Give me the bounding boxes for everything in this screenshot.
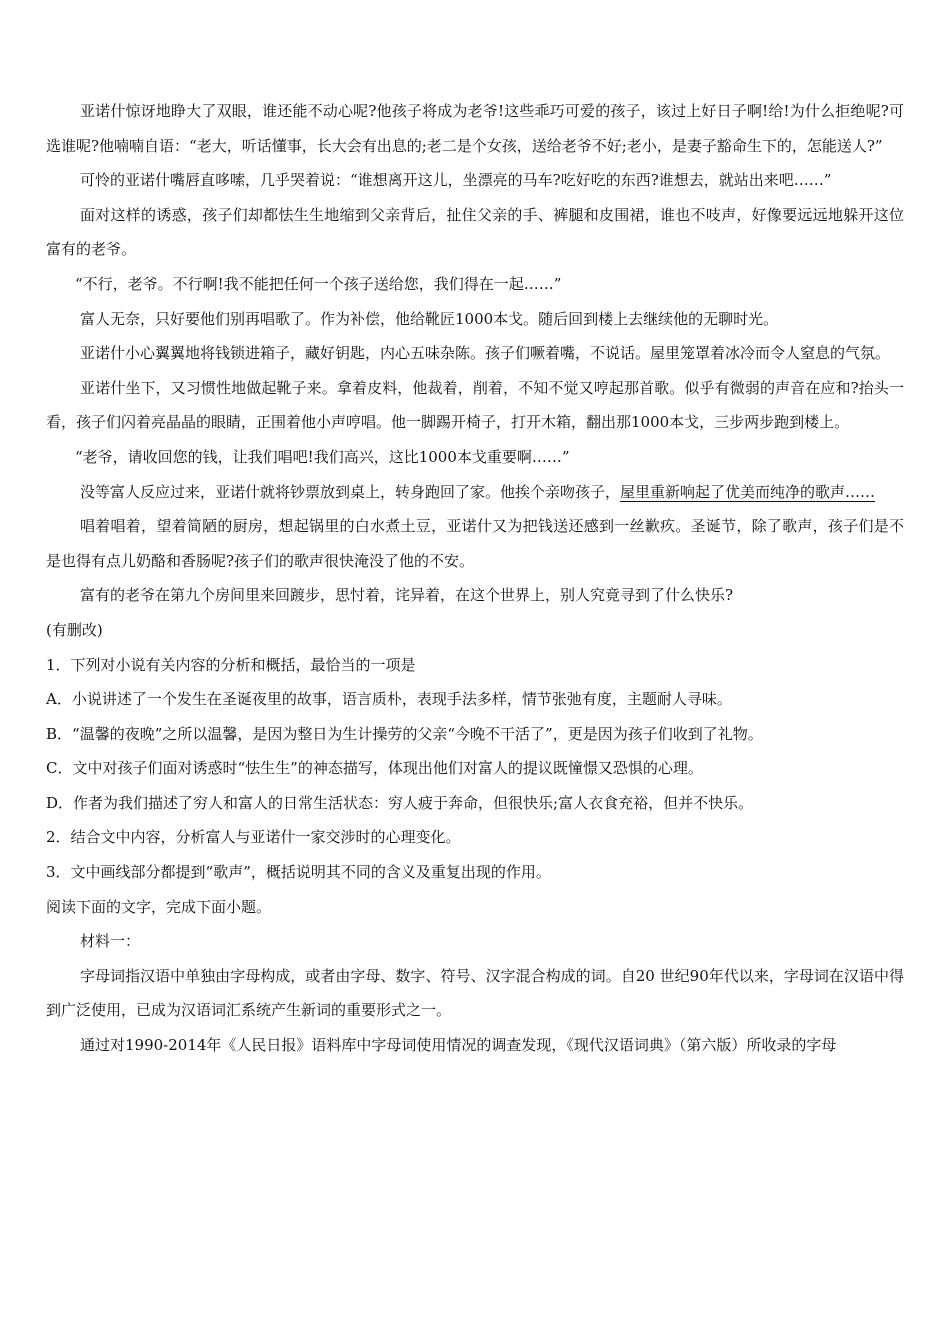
option-b: B．“温馨的夜晚”之所以温馨，是因为整日为生计操劳的父亲“今晚不干活了”，更是因为孩子们收到了礼物。 — [46, 724, 763, 743]
story-paragraph-11: 富有的老爷在第九个房间里来回踱步，思忖着，诧异着，在这个世界上，别人究竟寻到了什么快乐? — [80, 586, 734, 605]
reading-intro: 阅读下面的文字，完成下面小题。 — [46, 897, 272, 916]
underlined-song-phrase: 屋里重新响起了优美而纯净的歌声…… — [620, 482, 876, 501]
story-paragraph-3: 面对这样的诱惑，孩子们却都怯生生地缩到父亲背后，扯住父亲的手、裤腿和皮围裙，谁也不吱声，好像要远远地躲开这位富有的老爷。 — [46, 205, 904, 259]
story-paragraph-8: “老爷，请收回您的钱，让我们唱吧!我们高兴，这比1000本戈重要啊……” — [75, 447, 570, 466]
story-paragraph-2: 可怜的亚诺什嘴唇直哆嗦，几乎哭着说：“谁想离开这儿，坐漂亮的马车?吃好吃的东西?谁想去，就站出来吧……” — [80, 171, 832, 190]
story-paragraph-6: 亚诺什小心翼翼地将钱锁进箱子，藏好钥匙，内心五味杂陈。孩子们噘着嘴，不说话。屋里笼罩着冰冷而令人窒息的气氛。 — [80, 344, 891, 363]
material-1-paragraph-1: 字母词指汉语中单独由字母构成，或者由字母、数字、符号、汉字混合构成的词。自20 世纪90年代以来，字母词在汉语中得到广泛使用，已成为汉语词汇系统产生新词的重要形式之一。 — [46, 966, 904, 1020]
material-1-title: 材料一： — [80, 932, 141, 951]
question-3: 3．文中画线部分都提到“歌声”，概括说明其不同的含义及重复出现的作用。 — [46, 863, 551, 882]
story-paragraph-7: 亚诺什坐下，又习惯性地做起靴子来。拿着皮料，他裁着，削着，不知不觉又哼起那首歌。似乎有微弱的声音在应和?抬头一看，孩子们闪着亮晶晶的眼睛，正围着他小声哼唱。他一脚踢开椅子，打开木箱，翻出那1000本戈，三步两步跑到楼上。 — [46, 378, 904, 432]
question-1: 1．下列对小说有关内容的分析和概括，最恰当的一项是 — [46, 655, 416, 674]
material-1-paragraph-2: 通过对1990-2014年《人民日报》语料库中字母词使用情况的调查发现，《现代汉语词典》（第六版）所收录的字母 — [80, 1036, 837, 1055]
story-paragraph-1: 亚诺什惊讶地睁大了双眼，谁还能不动心呢?他孩子将成为老爷!这些乖巧可爱的孩子，该过上好日子啊!给!为什么拒绝呢?可选谁呢?他喃喃自语：“老大，听话懂事，长大会有出息的;老二是个女孩，送给老爷不好;老小，是妻子豁命生下的，怎能送人?” — [46, 102, 904, 155]
option-c: C．文中对孩子们面对诱惑时“怯生生”的神态描写，体现出他们对富人的提议既憧憬又恐惧的心理。 — [46, 759, 703, 778]
abridged-note: (有删改) — [46, 620, 103, 639]
story-paragraph-4: “不行，老爷。不行啊!我不能把任何一个孩子送给您，我们得在一起……” — [75, 274, 562, 293]
story-paragraph-5: 富人无奈，只好要他们别再唱歌了。作为补偿，他给靴匠1000本戈。随后回到楼上去继续他的无聊时光。 — [80, 309, 779, 328]
option-a: A．小说讲述了一个发生在圣诞夜里的故事，语言质朴，表现手法多样，情节张弛有度，主题耐人寻味。 — [46, 690, 732, 709]
story-paragraph-9-text: 没等富人反应过来，亚诺什就将钞票放到桌上，转身跑回了家。他挨个亲吻孩子， — [80, 482, 621, 501]
story-paragraph-9 — [46, 475, 904, 510]
option-d: D．作者为我们描述了穷人和富人的日常生活状态：穷人疲于奔命，但很快乐;富人衣食充裕，但并不快乐。 — [46, 793, 754, 812]
question-2: 2．结合文中内容，分析富人与亚诺什一家交涉时的心理变化。 — [46, 828, 461, 847]
story-paragraph-10: 唱着唱着，望着简陋的厨房，想起锅里的白水煮土豆，亚诺什又为把钱送还感到一丝歉疚。圣诞节，除了歌声，孩子们是不是也得有点儿奶酪和香肠呢?孩子们的歌声很快淹没了他的不安。 — [46, 517, 904, 570]
